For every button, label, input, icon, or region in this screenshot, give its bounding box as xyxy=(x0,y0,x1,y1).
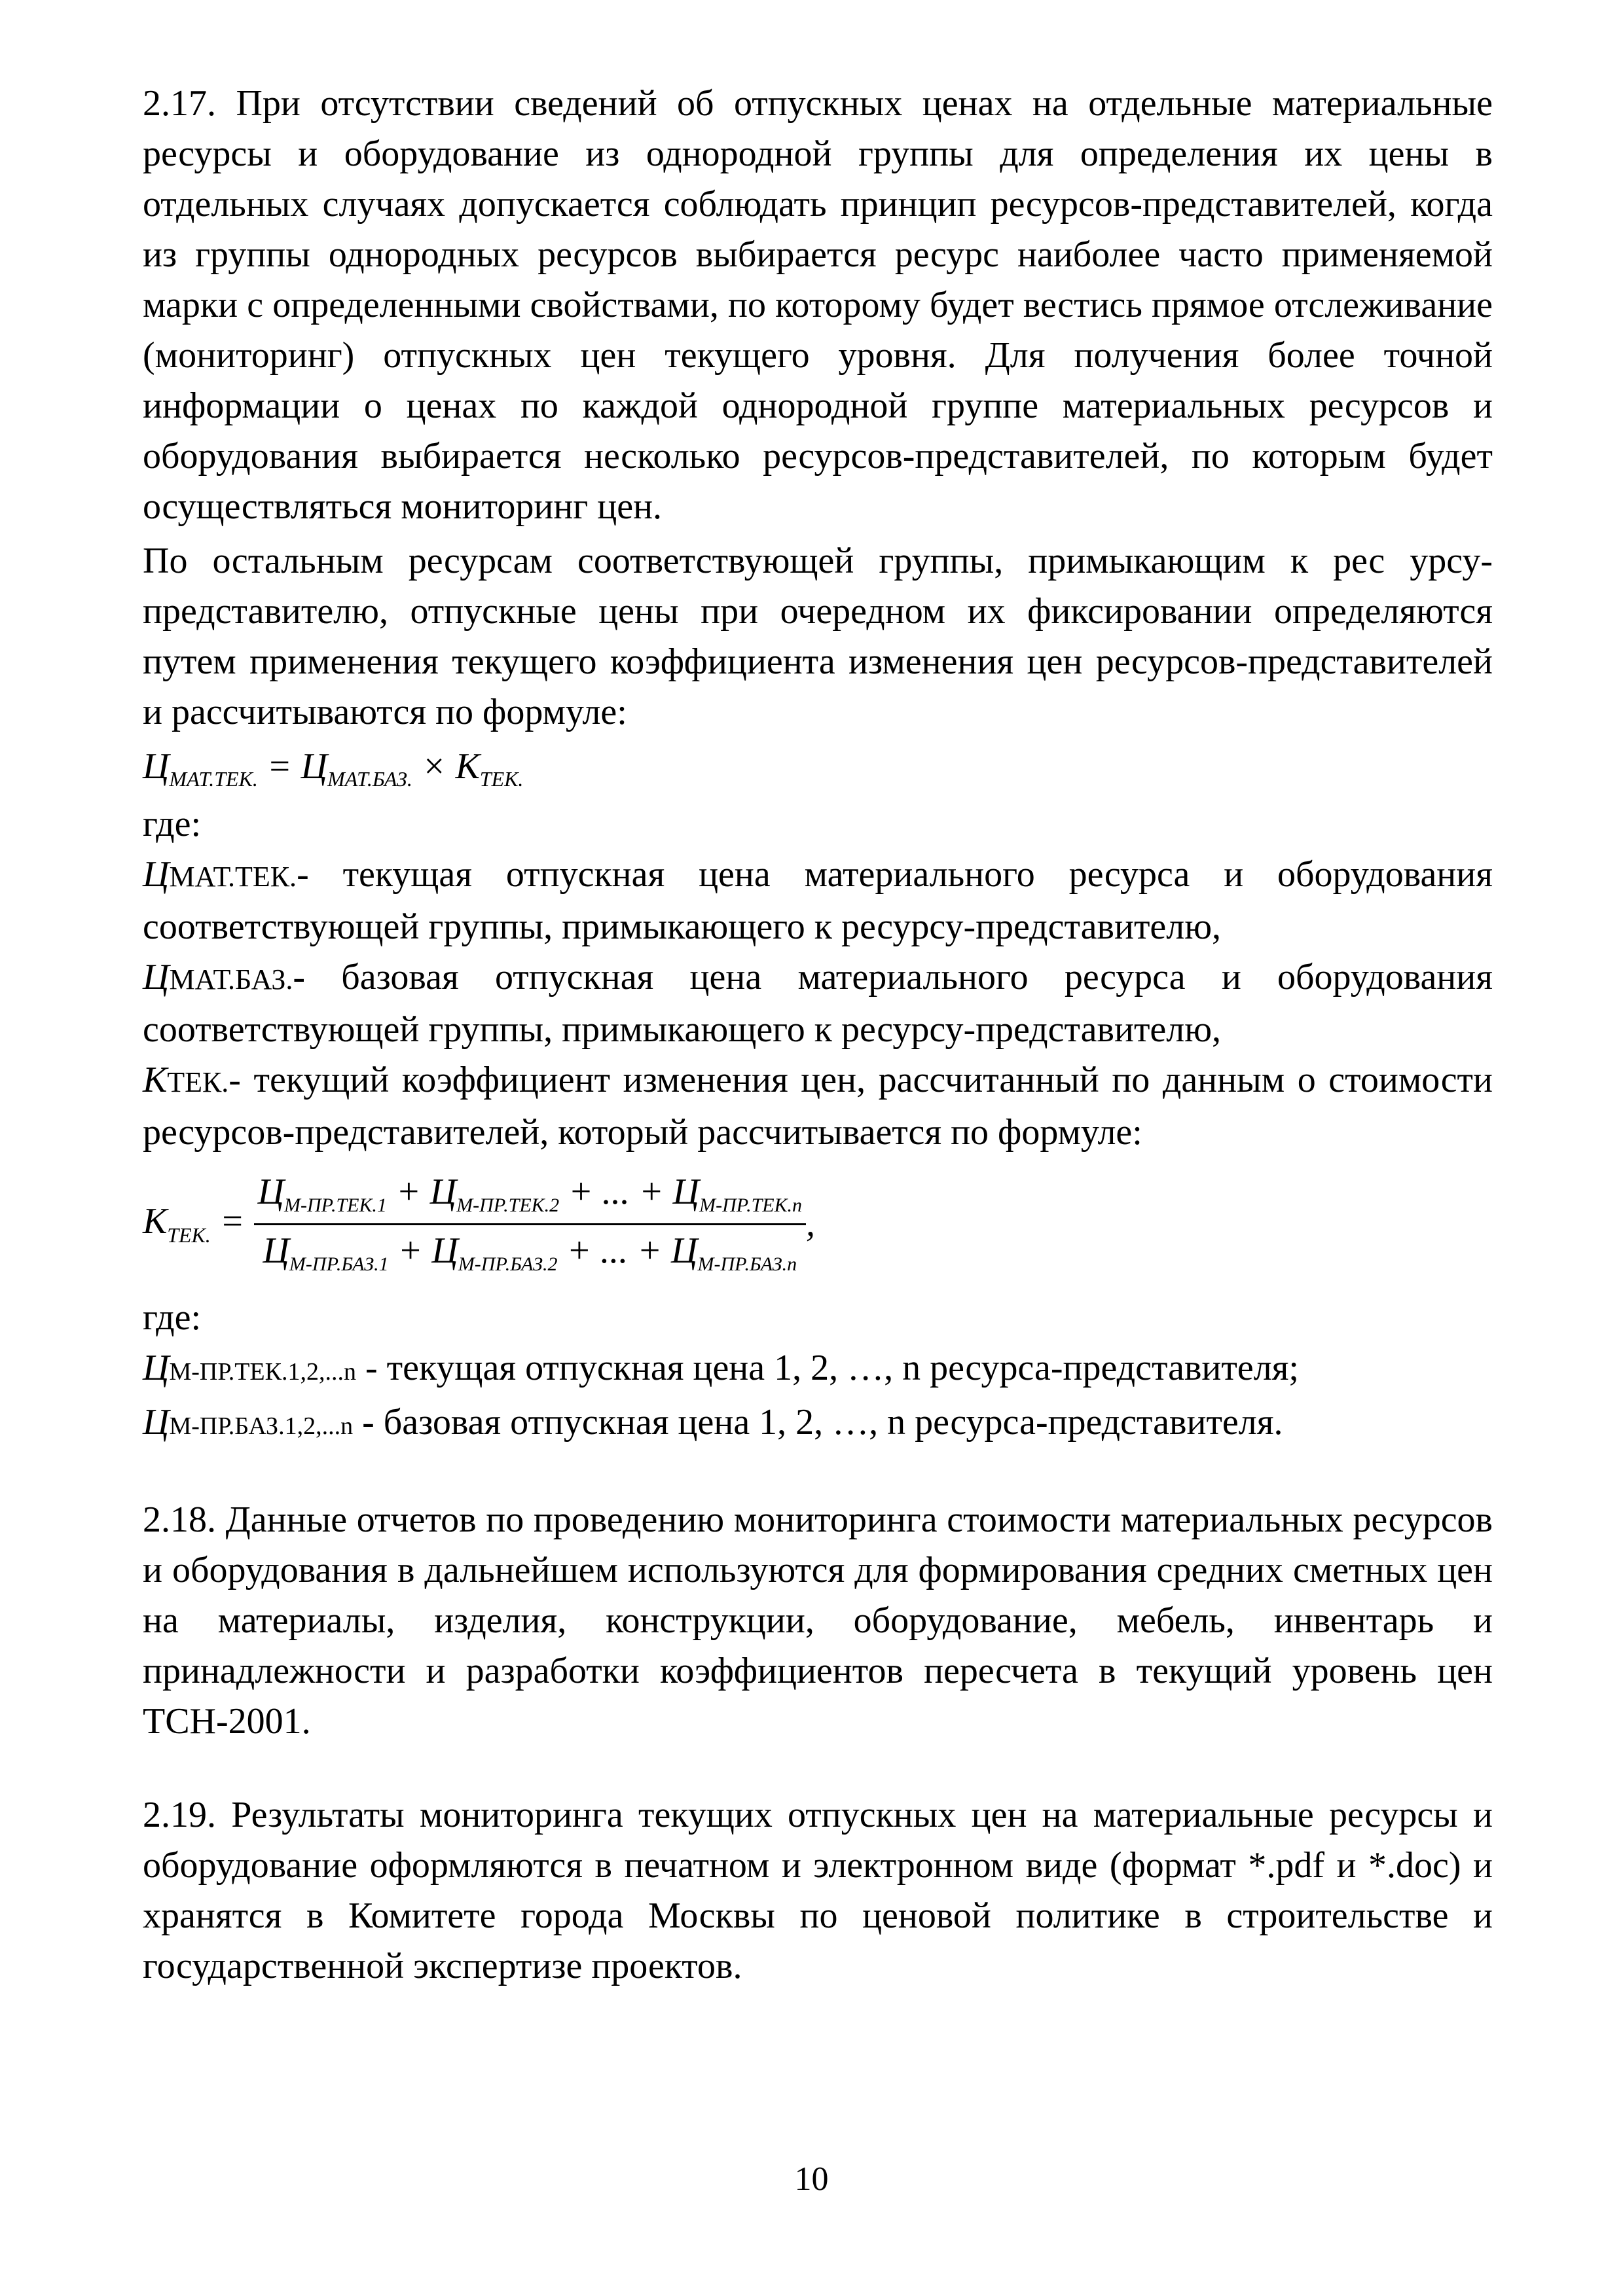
definition-item xyxy=(143,952,1493,1055)
num-term-1-subscript: М-ПР.ТЕК.1 xyxy=(284,1194,387,1216)
num-operator-1: + xyxy=(386,1171,430,1212)
den-operator-2: + ... + xyxy=(557,1230,672,1271)
definition-text: - базовая отпускная цена 1, 2, …, n ресурса-представителя. xyxy=(353,1402,1283,1443)
definition-subscript: М-ПР.БАЗ.1,2,...n xyxy=(169,1412,354,1440)
den-term-1-subscript: М-ПР.БАЗ.1 xyxy=(289,1253,389,1275)
paragraph-2-18: 2.18. Данные отчетов по проведению мониторинга стоимости материальных ресурсов и оборудования в дальнейшем используются для формирования средних сметных цен на материалы, изделия, конструкции, оборудование, мебель, инвентарь и принадлежности и разработки коэффициентов пересчета в текущий уровень цен ТСН-2001. xyxy=(143,1499,1493,1742)
fraction-numerator xyxy=(254,1169,806,1225)
den-term-n-subscript: М-ПР.БАЗ.n xyxy=(697,1253,797,1275)
definition-symbol: Ц xyxy=(143,957,170,997)
formula-times: × xyxy=(412,746,456,787)
den-term-2-subscript: М-ПР.БАЗ.2 xyxy=(458,1253,558,1275)
definition-subscript: МАТ.БАЗ. xyxy=(169,963,293,996)
where-label-2: где: xyxy=(143,1297,202,1338)
definition-subscript: МАТ.ТЕК. xyxy=(169,861,297,893)
definition-symbol: Ц xyxy=(143,1348,170,1388)
formula-equals: = xyxy=(257,746,301,787)
definitions-list-2 xyxy=(143,1343,1493,1452)
definition-text: - текущий коэффициент изменения цен, рассчитанный по данным о стоимости ресурсов-представителей, который рассчитывается по формуле: xyxy=(143,1060,1493,1153)
coefficient-fraction xyxy=(254,1169,806,1280)
paragraph-2-17: 2.17. При отсутствии сведений об отпускных ценах на отдельные материальные ресурсы и оборудование из однородной группы для определения их цены в отдельных случаях допускается соблюдать принцип ресурсов-представителей, когда из группы однородных ресурсов выбирается ресурс наиболее часто применяемой марки с определенными свойствами, по которому будет вестись прямое отслеживание (мониторинг) отпускных цен текущего уровня. Для получения более точной информации о ценах по каждой однородной группе материальных ресурсов и оборудования выбирается несколько ресурсов-представителей, по которым будет осуществляться мониторинг цен. xyxy=(143,83,1493,527)
formula-rhs2-subscript: ТЕК. xyxy=(479,767,524,791)
num-term-2-symbol: Ц xyxy=(429,1171,457,1212)
num-term-n-subscript: М-ПР.ТЕК.n xyxy=(699,1194,803,1216)
coefficient-comma: , xyxy=(806,1203,816,1244)
num-operator-2: + ... + xyxy=(559,1171,673,1212)
formula-lhs-symbol: Ц xyxy=(143,746,170,787)
definition-item xyxy=(143,850,1493,952)
definition-symbol: К xyxy=(143,1060,168,1100)
page-number: 10 xyxy=(794,2161,829,2198)
definition-symbol: Ц xyxy=(143,854,170,895)
definition-symbol: Ц xyxy=(143,1402,170,1443)
document-body xyxy=(143,79,1493,1992)
den-term-2-symbol: Ц xyxy=(431,1230,458,1271)
paragraph-2-17-continuation: По остальным ресурсам соответствующей группы, примыкающим к рес урсу-представителю, отпускные цены при очередном их фиксировании определяются путем применения текущего коэффициента изменения цен ресурсов-представителей и рассчитываются по формуле: xyxy=(143,541,1493,732)
den-term-n-symbol: Ц xyxy=(671,1230,698,1271)
num-term-n-symbol: Ц xyxy=(672,1171,700,1212)
definitions-list-1 xyxy=(143,850,1493,1158)
definition-text: - текущая отпускная цена материального ресурса и оборудования соответствующей группы, примыкающего к ресурсу-представителю, xyxy=(143,854,1493,947)
definition-item xyxy=(143,1055,1493,1158)
definition-subscript: ТЕК. xyxy=(167,1066,229,1098)
definition-text: - текущая отпускная цена 1, 2, …, n ресурса-представителя; xyxy=(356,1348,1299,1388)
num-term-1-symbol: Ц xyxy=(257,1171,285,1212)
den-operator-1: + xyxy=(388,1230,432,1271)
formula-coefficient xyxy=(143,1162,1493,1286)
definition-item xyxy=(143,1397,1493,1452)
coefficient-lhs-subscript: ТЕК. xyxy=(167,1223,211,1247)
fraction-denominator xyxy=(259,1225,801,1280)
paragraph-2-19: 2.19. Результаты мониторинга текущих отпускных цен на материальные ресурсы и оборудование оформляются в печатном и электронном виде (формат *.pdf и *.doc) и хранятся в Комитете города Москвы по ценовой политике в строительстве и государственной экспертизе проектов. xyxy=(143,1795,1493,1986)
where-label-1: где: xyxy=(143,804,202,844)
formula-lhs-subscript: МАТ.ТЕК. xyxy=(169,767,258,791)
den-term-1-symbol: Ц xyxy=(263,1230,289,1271)
definition-text: - базовая отпускная цена материального ресурса и оборудования соответствующей группы, примыкающего к ресурсу-представителю, xyxy=(143,957,1493,1050)
formula-rhs1-symbol: Ц xyxy=(301,746,328,787)
formula-rhs2-symbol: К xyxy=(455,746,480,787)
formula-rhs1-subscript: МАТ.БАЗ. xyxy=(327,767,412,791)
num-term-2-subscript: М-ПР.ТЕК.2 xyxy=(456,1194,560,1216)
coefficient-lhs xyxy=(143,1196,245,1251)
coefficient-lhs-symbol: К xyxy=(143,1201,168,1242)
formula-current-price xyxy=(143,740,1493,793)
coefficient-equals: = xyxy=(210,1201,245,1242)
definition-subscript: М-ПР.ТЕК.1,2,...n xyxy=(169,1358,356,1386)
definition-item xyxy=(143,1343,1493,1397)
